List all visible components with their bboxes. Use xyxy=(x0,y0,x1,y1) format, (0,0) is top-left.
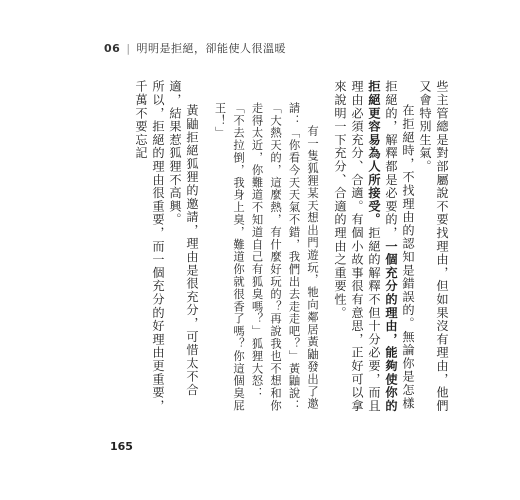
header-separator: | xyxy=(126,41,131,55)
page-number: 165 xyxy=(110,440,133,453)
fable-story: 有一隻狐狸某天想出門遊玩，牠向鄰居黃鼬發出了邀請：「你看今天天氣不錯，我們出去走走吧？」黃鼬說：「大熱天的，這麼熱，有什麼好玩的？再說我也不想和你走得太近，你難道不知道自己有狐臭嗎？」狐狸大怒：「不去拉倒，我身上臭，難道你就很香了嗎？你這個臭屁王！」 xyxy=(213,102,319,412)
paragraph-text-start: 在拒絕時，不找理由的認知是錯誤的。無論你是怎樣拒絕的，解釋都是必要的， xyxy=(384,80,415,411)
chapter-title: 明明是拒絕，卻能使人很溫暖 xyxy=(136,42,287,55)
paragraph-text-end: 拒絕的解釋不但十分必要，而且理由必須充分、合適。有個小故事很有意思，正好可以拿來說明一下充分、合適的理由之重要性。 xyxy=(333,80,381,413)
emphasis-text: 一個充分的理由，能夠使你的拒絕更容易為人所接受。 xyxy=(367,80,398,413)
paragraph-conclusion: 所以，拒絕的理由很重要，而一個充分的好理由更重要，千萬不要忘記 xyxy=(134,80,165,413)
paragraph-continuation: 些主管總是對部屬說不要找理由，但如果沒有理由，他們又會特別生氣。 xyxy=(418,80,449,413)
paragraph-explanation xyxy=(331,80,416,420)
vertical-body-text xyxy=(100,80,450,420)
chapter-number: 06 xyxy=(104,41,121,55)
running-header xyxy=(104,40,286,56)
paragraph-fable-analysis: 黃鼬拒絕狐狸的邀請，理由是很充分，可惜太不合適，結果惹狐狸不高興。 xyxy=(168,80,199,397)
